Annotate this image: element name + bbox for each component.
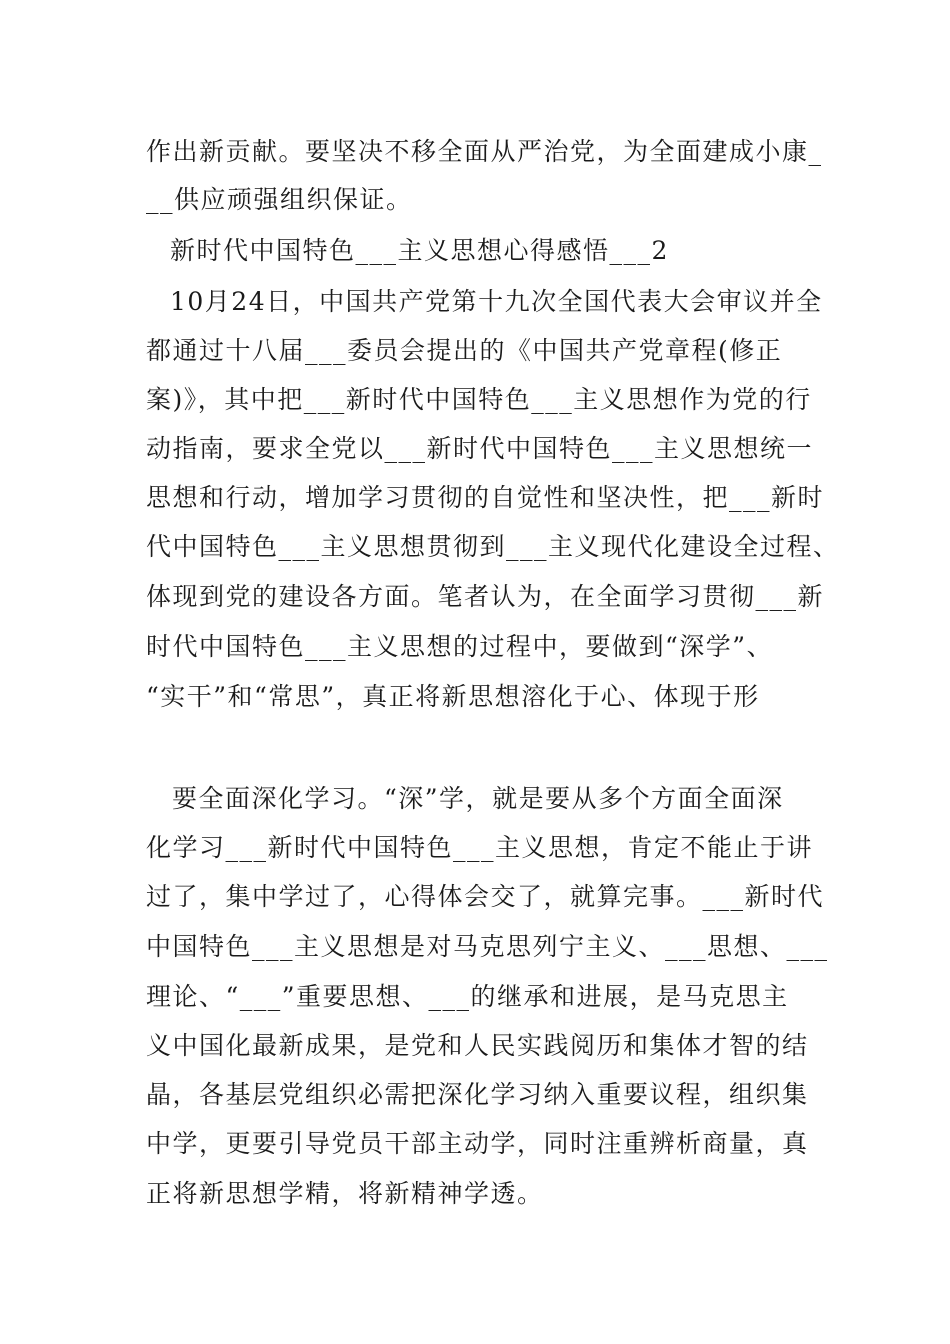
paragraph-line: 义中国化最新成果，是党和人民实践阅历和集体才智的结 [146, 1031, 809, 1060]
paragraph-line: 晶，各基层党组织必需把深化学习纳入重要议程，组织集 [146, 1080, 809, 1109]
paragraph-line: 理论、“___”重要思想、___的继承和进展，是马克思主 [146, 982, 789, 1011]
paragraph-line: 思想和行动，增加学习贯彻的自觉性和坚决性，把___新时 [146, 483, 825, 512]
paragraph-line: 过了，集中学过了，心得体会交了，就算完事。___新时代 [146, 882, 825, 911]
paragraph-line: 化学习___新时代中国特色___主义思想，肯定不能止于讲 [146, 833, 814, 862]
paragraph-line: 案)》，其中把___新时代中国特色___主义思想作为党的行 [146, 385, 812, 414]
paragraph-line: 作出新贡献。要坚决不移全面从严治党，为全面建成小康_ [146, 137, 823, 166]
paragraph-line: 正将新思想学精，将新精神学透。 [146, 1179, 544, 1208]
paragraph-line: 都通过十八届___委员会提出的《中国共产党章程(修正 [146, 336, 783, 365]
paragraph-line: 动指南，要求全党以___新时代中国特色___主义思想统一 [146, 434, 814, 463]
paragraph-line: 体现到党的建设各方面。笔者认为，在全面学习贯彻___新 [146, 582, 825, 611]
paragraph-line: 中国特色___主义思想是对马克思列宁主义、___思想、___ [146, 932, 829, 961]
paragraph-line: 要全面深化学习。“深”学，就是要从多个方面全面深 [172, 784, 784, 813]
paragraph-line: “实干”和“常思”，真正将新思想溶化于心、体现于形 [146, 682, 760, 711]
section-heading: 新时代中国特色___主义思想心得感悟___2 [170, 236, 669, 265]
paragraph-line: 时代中国特色___主义思想的过程中，要做到“深学”、 [146, 632, 774, 661]
paragraph-line: 10月24日，中国共产党第十九次全国代表大会审议并全 [170, 287, 823, 316]
paragraph-line: 代中国特色___主义思想贯彻到___主义现代化建设全过程、 [146, 532, 840, 561]
paragraph-line: 中学，更要引导党员干部主动学，同时注重辨析商量，真 [146, 1129, 809, 1158]
paragraph-line: __供应顽强组织保证。 [146, 185, 413, 214]
